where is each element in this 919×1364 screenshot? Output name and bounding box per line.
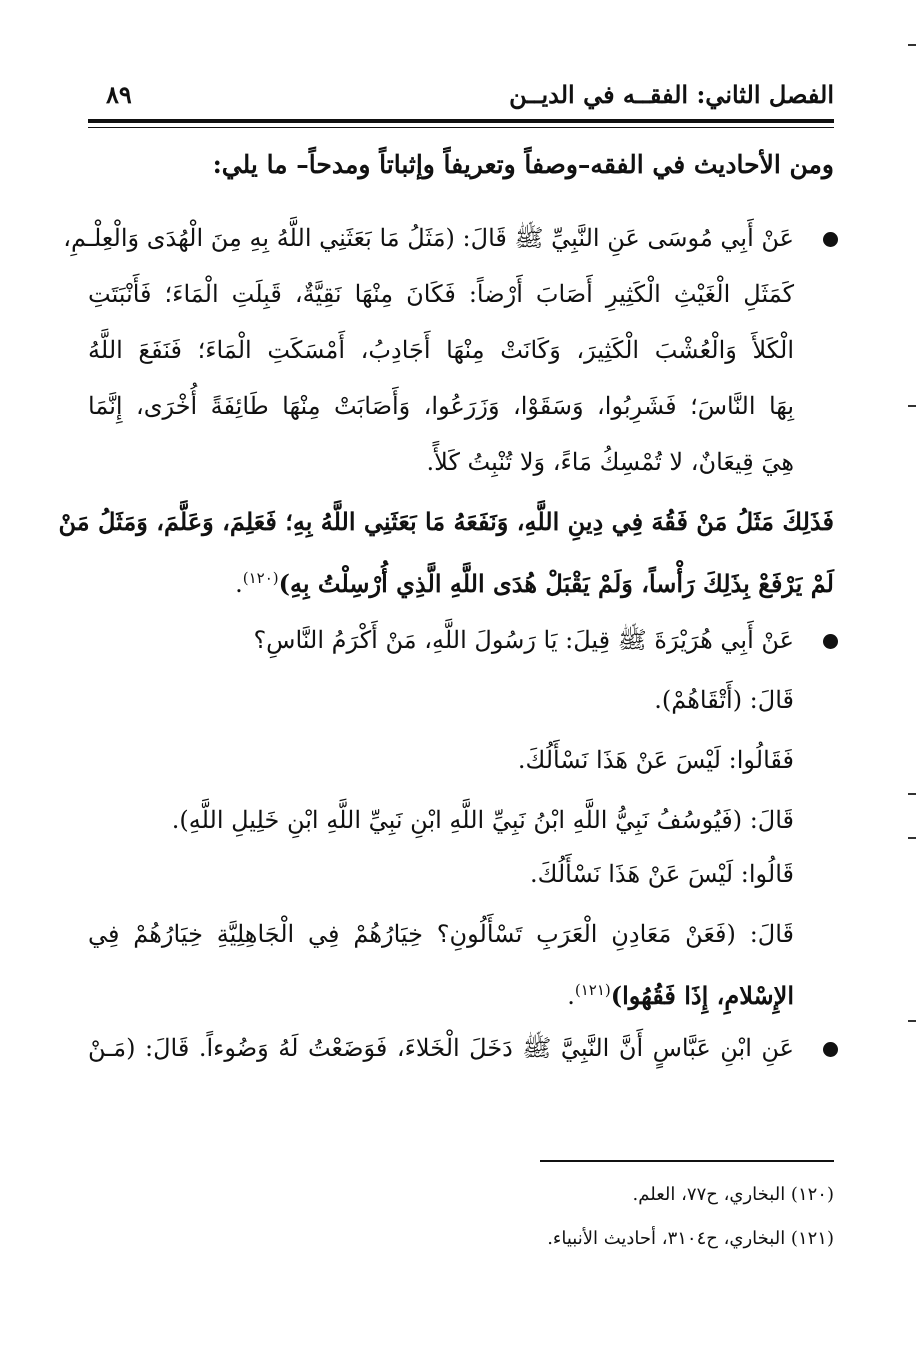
hadith-1-line-2: كَمَثَلِ الْغَيْثِ الْكَثِيرِ أَصَابَ أَرْضاً: فَكَانَ مِنْهَا نَقِيَّةٌ، قَبِلَتِ الْمَاءَ؛ فَأَنْبَتَتِ: [88, 280, 794, 308]
hadith-2-period: .: [567, 982, 575, 1010]
hadith-1-conclusion-line-1: فَذَلِكَ مَثَلُ مَنْ فَقُهَ فِي دِينِ اللَّهِ، وَنَفَعَهُ مَا بَعَثَنِي اللَّهُ بِهِ؛ فَعَلِمَ، وَعَلَّمَ، وَمَثَلُ مَنْ: [58, 507, 834, 536]
bullet-icon: [823, 634, 838, 649]
hadith-2-line-5: قَالُوا: لَيْسَ عَنْ هَذَا نَسْأَلُكَ.: [530, 860, 794, 888]
scan-edge-mark: [908, 837, 916, 839]
chapter-title: الفصل الثاني: الفقــه في الديــن: [509, 80, 834, 109]
hadith-1-line-5: هِيَ قِيعَانٌ، لا تُمْسِكُ مَاءً، وَلا تُنْبِتُ كَلأً.: [426, 448, 794, 476]
hadith-3-line-1: عَنِ ابْنِ عَبَّاسٍ أَنَّ النَّبِيَّ ﷺ دَخَلَ الْخَلاءَ، فَوَضَعْتُ لَهُ وَضُوءاً. قَالَ: (مَـنْ: [88, 1034, 794, 1062]
hadith-2-line-2: قَالَ: (أَتْقَاهُمْ).: [654, 686, 794, 714]
footnote-ref-121: (١٢١): [574, 981, 611, 999]
scan-edge-mark: [908, 405, 916, 407]
hadith-2-line-3: فَقَالُوا: لَيْسَ عَنْ هَذَا نَسْأَلُكَ.: [517, 746, 794, 774]
hadith-1-line-4: بِهَا النَّاسَ؛ فَشَرِبُوا، وَسَقَوْا، وَزَرَعُوا، وَأَصَابَتْ مِنْهَا طَائِفَةً أُخْرَى، إِنَّمَا: [88, 392, 794, 420]
scan-edge-mark: [908, 793, 916, 795]
bullet-icon: [823, 1042, 838, 1057]
intro-heading: ومن الأحاديث في الفقه–وصفاً وتعريفاً وإثباتاً ومدحاً– ما يلي:: [212, 150, 834, 179]
header-rule-thick: [88, 119, 834, 123]
header-rule-thin: [88, 127, 834, 128]
bullet-icon: [823, 232, 838, 247]
hadith-2-line-4: قَالَ: (فَيُوسُفُ نَبِيُّ اللَّهِ ابْنُ نَبِيِّ اللَّهِ ابْنِ نَبِيِّ اللَّهِ ابْنِ خَلِيلِ اللَّهِ).: [171, 806, 794, 834]
hadith-1-period: .: [235, 570, 243, 598]
hadith-2-line-6: قَالَ: (فَعَنْ مَعَادِنِ الْعَرَبِ تَسْأَلُونِ؟ خِيَارُهُمْ فِي الْجَاهِلِيَّةِ خِيَارُهُمْ فِي: [88, 920, 795, 948]
footnote-separator: [540, 1160, 834, 1162]
footnote-ref-120: (١٢٠): [242, 569, 279, 587]
hadith-2-line-7: [88, 962, 794, 1024]
hadith-2-closing-text: الإِسْلامِ، إِذَا فَقُهُوا): [610, 981, 794, 1010]
hadith-1-line-3: الْكَلأَ وَالْعُشْبَ الْكَثِيرَ، وَكَانَتْ مِنْهَا أَجَادِبُ، أَمْسَكَتِ الْمَاءَ؛ فَنَفَعَ اللَّهُ: [88, 336, 794, 364]
hadith-1-line-1: عَنْ أَبِي مُوسَى عَنِ النَّبِيِّ ﷺ قَالَ: (مَثَلُ مَا بَعَثَنِي اللَّهُ بِهِ مِنَ الْهُدَى وَالْعِلْـمِ،: [63, 224, 794, 252]
page-number: ٨٩: [106, 80, 132, 109]
hadith-1-conclusion-line-2: [88, 550, 834, 612]
scan-edge-mark: [908, 1020, 916, 1022]
scan-edge-mark: [908, 44, 916, 46]
hadith-1-conclusion-text: لَمْ يَرْفَعْ بِذَلِكَ رَأْساً، وَلَمْ يَقْبَلْ هُدَى اللَّهِ الَّذِي أُرْسِلْتُ بِهِ): [278, 569, 834, 598]
footnote-120: (١٢٠) البخاري، ح٧٧، العلم.: [632, 1184, 834, 1205]
footnote-121: (١٢١) البخاري، ح٣١٠٤، أحاديث الأنبياء.: [547, 1228, 834, 1249]
hadith-2-line-1: عَنْ أَبِي هُرَيْرَةَ ﷺ قِيلَ: يَا رَسُولَ اللَّهِ، مَنْ أَكْرَمُ النَّاسِ؟: [253, 626, 794, 654]
document-page: [58, 0, 834, 1364]
page-header: [88, 80, 834, 116]
